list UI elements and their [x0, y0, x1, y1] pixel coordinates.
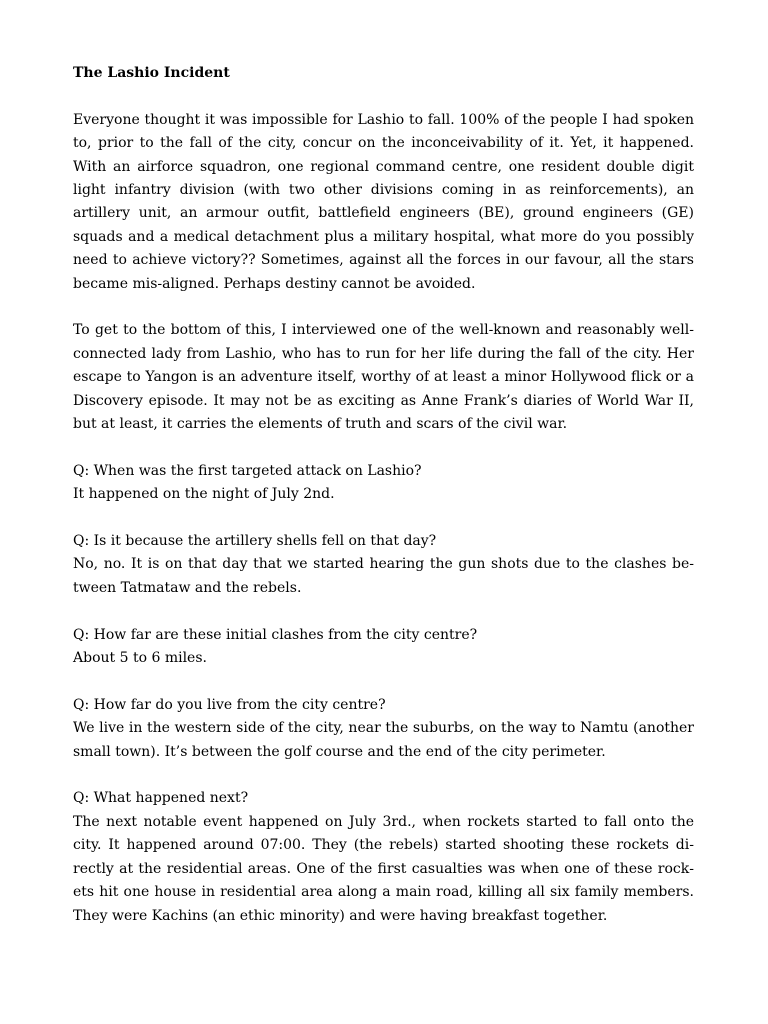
- qa-item: [73, 624, 694, 671]
- answer: We live in the western side of the city, near the suburbs, on the way to Namtu (another small town). It’s between the golf course and the end of the city perimeter.: [73, 720, 694, 760]
- qa-item: [73, 694, 694, 764]
- answer: About 5 to 6 miles.: [73, 650, 207, 667]
- answer: It happened on the night of July 2nd.: [73, 486, 335, 503]
- question: Q: When was the first targeted attack on Lashio?: [73, 462, 422, 479]
- question: Q: What happened next?: [73, 790, 249, 807]
- document-title: The Lashio Incident: [73, 65, 230, 81]
- qa-item: [73, 787, 694, 927]
- qa-item: [73, 460, 694, 507]
- qa-item: [73, 530, 694, 600]
- question: Q: Is it because the artillery shells fell on that day?: [73, 533, 437, 550]
- document-page: [73, 62, 694, 951]
- answer: No, no. It is on that day that we started hearing the gun shots due to the clashes between Tatmataw and the rebels.: [73, 556, 694, 596]
- interview-intro-paragraph: To get to the bottom of this, I interviewed one of the well-known and reasonably well-connected lady from Lashio, who has to run for her life during the fall of the city. Her escape to Yangon is an adventure itself, worthy of at least a minor Hollywood flick or a Discovery episode. It may not be as exciting as Anne Frank’s diaries of World War II, but at least, it carries the elements of truth and scars of the civil war.: [73, 322, 694, 433]
- intro-paragraph: Everyone thought it was impossible for Lashio to fall. 100% of the people I had spoken to, prior to the fall of the city, concur on the inconceivability of it. Yet, it happened. With an airforce squadron, one regional command centre, one resident double digit light infantry division (with two other divisions coming in as reinforcements), an artillery unit, an armour outfit, battlefield engineers (BE), ground engineers (GE) squads and a medical detachment plus a military hospital, what more do you possibly need to achieve victory?? Sometimes, against all the forces in our favour, all the stars became mis-aligned. Perhaps destiny cannot be avoided.: [73, 111, 694, 292]
- question: Q: How far are these initial clashes from the city centre?: [73, 626, 478, 643]
- question: Q: How far do you live from the city centre?: [73, 696, 386, 713]
- answer: The next notable event happened on July 3rd., when rockets started to fall onto the city. It happened around 07:00. They (the rebels) started shooting these rockets directly at the residential areas. One of the first casualties was when one of these rockets hit one house in residential area along a main road, killing all six family members. They were Kachins (an ethic minority) and were having breakfast together.: [73, 813, 694, 924]
